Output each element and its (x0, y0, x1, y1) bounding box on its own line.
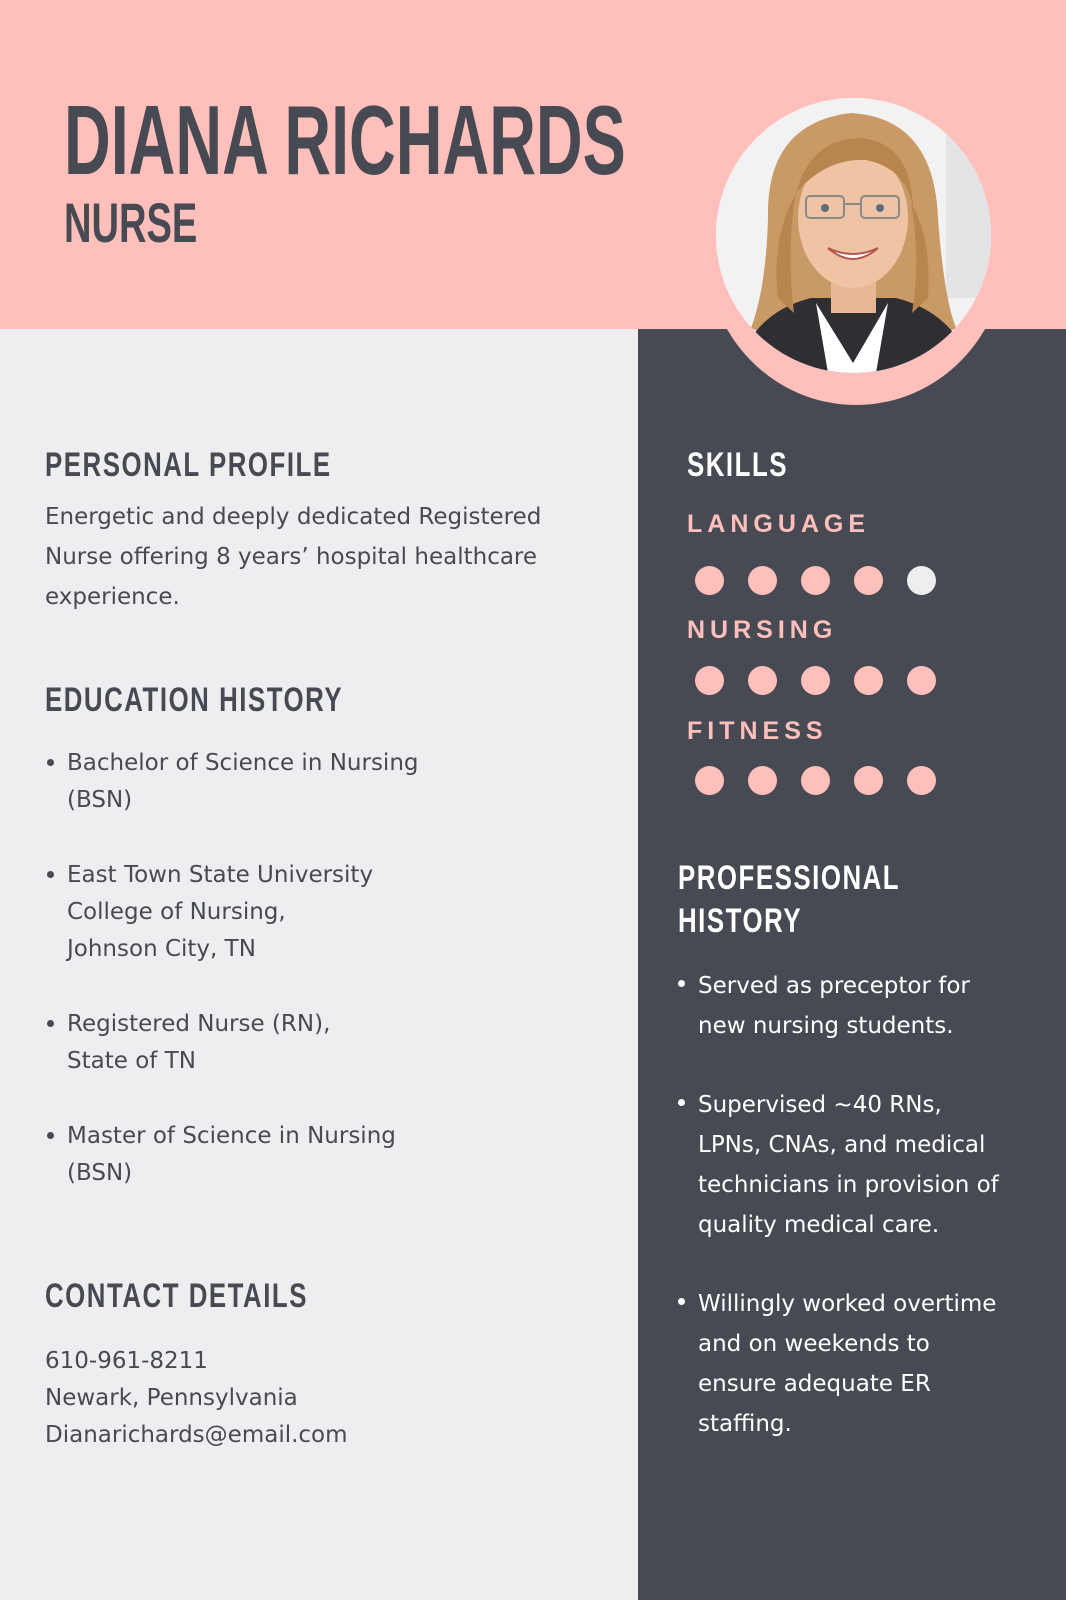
rating-dot-filled (748, 666, 777, 695)
rating-dot-filled (748, 766, 777, 795)
professional-item: Served as preceptor for new nursing students. (676, 966, 1046, 1046)
rating-dot-filled (854, 566, 883, 595)
contact-email: Dianarichards@email.com (45, 1422, 348, 1448)
contact-details-heading: CONTACT DETAILS (45, 1277, 308, 1315)
rating-dot-filled (695, 666, 724, 695)
professional-item: Supervised ~40 RNs, LPNs, CNAs, and medical technicians in provision of quality medical care. (676, 1085, 1046, 1245)
rating-dot-filled (854, 666, 883, 695)
education-item: Bachelor of Science in Nursing (BSN) (45, 745, 605, 819)
rating-dot-filled (801, 666, 830, 695)
rating-dot-filled (748, 566, 777, 595)
skill-rating-language (695, 566, 936, 595)
rating-dot-filled (695, 566, 724, 595)
skills-heading: SKILLS (687, 446, 789, 484)
candidate-name: DIANA RICHARDS (64, 85, 626, 195)
professional-history-list (676, 966, 1046, 1483)
education-item: East Town State University College of Nursing, Johnson City, TN (45, 857, 605, 968)
education-list (45, 745, 605, 1230)
rating-dot-filled (801, 566, 830, 595)
professional-item: Willingly worked overtime and on weekends to ensure adequate ER staffing. (676, 1284, 1046, 1444)
skill-label-fitness: FITNESS (687, 717, 828, 745)
job-title: NURSE (64, 191, 198, 254)
skill-rating-nursing (695, 666, 936, 695)
rating-dot-empty (907, 566, 936, 595)
professional-history-heading-line2: HISTORY (678, 902, 803, 940)
contact-location: Newark, Pennsylvania (45, 1385, 298, 1411)
professional-history-heading-line1: PROFESSIONAL (678, 859, 901, 897)
personal-profile-text: Energetic and deeply dedicated Registered Nurse offering 8 years’ hospital healthcare experience. (45, 504, 542, 610)
education-item: Registered Nurse (RN), State of TN (45, 1006, 605, 1080)
personal-profile-heading: PERSONAL PROFILE (45, 446, 332, 484)
skill-label-nursing: NURSING (687, 616, 838, 644)
profile-photo (716, 98, 991, 373)
education-item: Master of Science in Nursing (BSN) (45, 1118, 605, 1192)
rating-dot-filled (907, 666, 936, 695)
rating-dot-filled (907, 766, 936, 795)
contact-phone: 610-961-8211 (45, 1348, 208, 1374)
contact-details (45, 1343, 348, 1454)
rating-dot-filled (801, 766, 830, 795)
skill-label-language: LANGUAGE (687, 510, 871, 538)
rating-dot-filled (854, 766, 883, 795)
skill-rating-fitness (695, 766, 936, 795)
portrait-illustration (716, 98, 991, 373)
education-history-heading: EDUCATION HISTORY (45, 681, 344, 719)
rating-dot-filled (695, 766, 724, 795)
